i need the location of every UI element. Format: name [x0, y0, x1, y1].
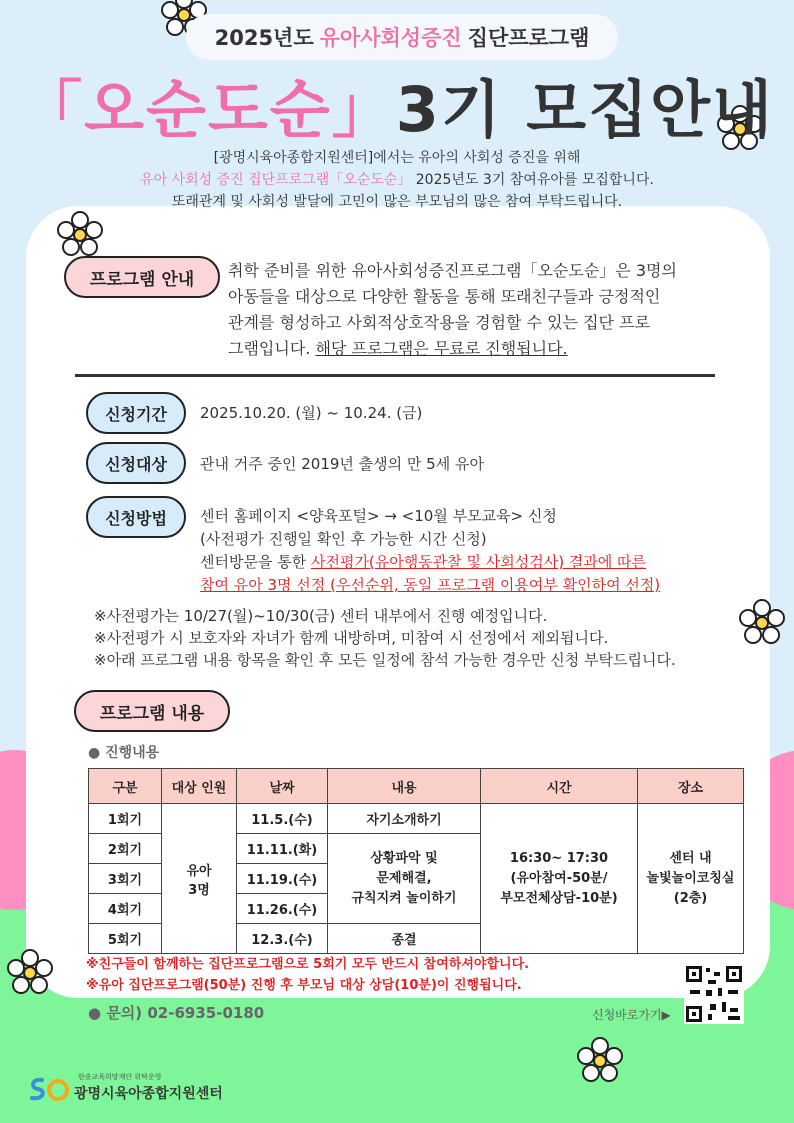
- apply-link[interactable]: 신청바로가기▶: [592, 1008, 671, 1022]
- place-cell: 센터 내 놀빛놀이코칭실 (2층): [638, 804, 744, 954]
- intro-line3: 또래관계 및 사회성 발달에 고민이 많은 부모님의 많은 참여 부탁드립니다.: [171, 194, 623, 210]
- method-tag: 신청방법: [86, 496, 186, 538]
- note-2: ※사전평가 시 보호자와 자녀가 함께 내방하며, 미참여 시 선정에서 제외됩니다.: [94, 629, 609, 647]
- intro-line2: [60, 169, 734, 191]
- period-tag: 신청기간: [86, 392, 186, 434]
- center-logo-icon: [28, 1074, 72, 1104]
- bullet-label: 진행내용: [105, 745, 160, 761]
- program-info-line4-a: 그램입니다.: [228, 339, 316, 358]
- footer-org: 광명시육아종합지원센터: [74, 1086, 223, 1102]
- flower-icon: [6, 948, 54, 996]
- flower-icon: [738, 598, 786, 646]
- intro-text: [60, 147, 734, 213]
- page-title: [0, 60, 794, 149]
- subtitle-pill: [186, 14, 618, 60]
- method-line2: (사전평가 진행일 확인 후 가능한 시간 신청): [200, 530, 487, 548]
- col-header: 대상 인원: [162, 769, 237, 804]
- program-info-line4: [228, 336, 748, 362]
- col-header: 날짜: [237, 769, 328, 804]
- warning-2: ※유아 집단프로그램(50분) 진행 후 부모님 대상 상담(10분)이 진행됩니다.: [86, 978, 522, 993]
- col-header: 시간: [481, 769, 638, 804]
- program-info-line3: 관계를 형성하고 사회적상호작용을 경험할 수 있는 집단 프로: [228, 313, 651, 332]
- intro-line1: [광명시육아종합지원센터]에서는 유아의 사회성 증진을 위해: [213, 150, 581, 166]
- col-header: 내용: [328, 769, 481, 804]
- activity-cell: 자기소개하기: [328, 804, 481, 834]
- table-header-row: [89, 769, 744, 804]
- bullet-heading: ● 진행내용: [88, 745, 160, 761]
- program-info-line2: 아동들을 대상으로 다양한 활동을 통해 또래친구들과 긍정적인: [228, 287, 661, 306]
- col-header: 구분: [89, 769, 162, 804]
- program-info-tag: 프로그램 안내: [64, 256, 220, 298]
- session-cell: 4회기: [89, 894, 162, 924]
- note-1: ※사전평가는 10/27(월)~10/30(금) 센터 내부에서 진행 예정입니다.: [94, 607, 548, 625]
- activity-cell: 종결: [328, 924, 481, 954]
- date-cell: 11.5.(수): [237, 804, 328, 834]
- method-text: [200, 505, 730, 597]
- time-cell: 16:30~ 17:30 (유아참여-50분/ 부모전체상담-10분): [481, 804, 638, 954]
- date-cell: 11.19.(수): [237, 864, 328, 894]
- method-line3-a: 센터방문을 통한: [200, 553, 311, 571]
- title-pink: 「오순도순」: [20, 73, 396, 146]
- intro-line2-pink: 유아 사회성 증진 집단프로그램「오순도순」: [140, 172, 412, 188]
- target-cell: 유아 3명: [162, 804, 237, 954]
- session-cell: 3회기: [89, 864, 162, 894]
- program-name: 유아사회성증진: [319, 26, 462, 50]
- program-info-line1: 취학 준비를 위한 유아사회성증진프로그램「오순도순」은 3명의: [228, 261, 677, 280]
- footer-sub: 한솔교육희망재단 위탁운영: [78, 1073, 162, 1081]
- program-suffix: 집단프로그램: [467, 26, 590, 50]
- session-cell: 5회기: [89, 924, 162, 954]
- warnings: [86, 954, 529, 996]
- free-notice: 해당 프로그램은 무료로 진행됩니다.: [315, 339, 568, 358]
- method-line1: 센터 홈페이지 <양육포털> → <10월 부모교육> 신청: [200, 507, 557, 525]
- qr-code-icon[interactable]: [684, 964, 744, 1024]
- method-line3-b: 사전평가(유아행동관찰 및 사회성검사) 결과에 따른: [310, 553, 647, 571]
- col-header: 장소: [638, 769, 744, 804]
- year-prefix: 2025년도: [214, 26, 314, 50]
- target-tag: 신청대상: [86, 442, 186, 484]
- activity-cell: 상황파악 및 문제해결, 규칙지켜 놀이하기: [328, 834, 481, 924]
- note-3: ※아래 프로그램 내용 항목을 확인 후 모든 일정에 참석 가능한 경우만 신청 부탁드립니다.: [94, 651, 676, 669]
- table-row: [89, 804, 744, 834]
- target-value: 관내 거주 중인 2019년 출생의 만 5세 유아: [200, 455, 484, 473]
- intro-line2-rest: 2025년도 3기 참여유아를 모집합니다.: [411, 172, 654, 188]
- method-line3: [200, 551, 730, 574]
- divider: [75, 374, 715, 377]
- flower-icon: [56, 210, 104, 258]
- program-info-text: [228, 258, 748, 362]
- notes: [94, 605, 744, 671]
- flower-icon: [576, 1036, 624, 1084]
- session-cell: 1회기: [89, 804, 162, 834]
- date-cell: 11.11.(화): [237, 834, 328, 864]
- warning-1: ※친구들이 함께하는 집단프로그램으로 5회기 모두 반드시 참여하셔야합니다.: [86, 957, 530, 972]
- content-tag: 프로그램 내용: [74, 690, 230, 732]
- date-cell: 11.26.(수): [237, 894, 328, 924]
- date-cell: 12.3.(수): [237, 924, 328, 954]
- schedule-table: [88, 768, 744, 954]
- title-dark: 3기 모집안내: [395, 73, 774, 146]
- contact: ● 문의) 02-6935-0180: [88, 1004, 265, 1022]
- period-value: 2025.10.20. (월) ~ 10.24. (금): [200, 404, 423, 422]
- method-line4: 참여 유아 3명 선정 (우선순위, 동일 프로그램 이용여부 확인하여 선정): [200, 576, 661, 594]
- contact-phone: 문의) 02-6935-0180: [106, 1004, 265, 1022]
- session-cell: 2회기: [89, 834, 162, 864]
